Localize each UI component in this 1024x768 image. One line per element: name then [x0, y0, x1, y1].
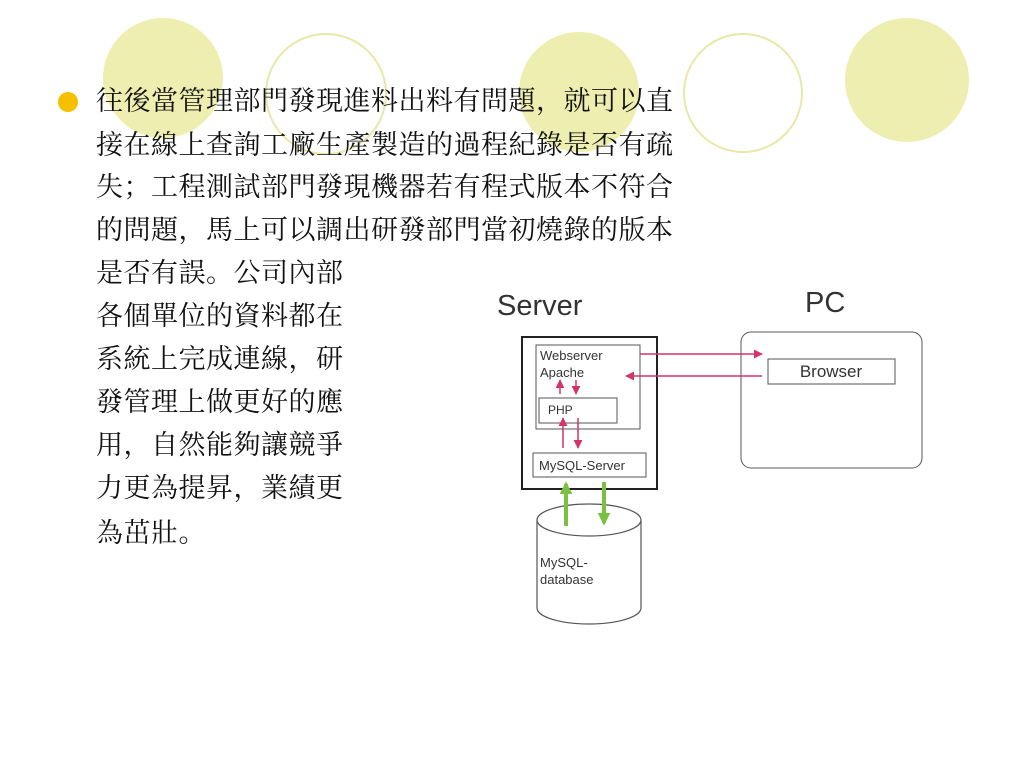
webserver-label: Webserver — [540, 348, 603, 363]
paragraph-line: 用，自然能夠讓競爭 — [96, 430, 344, 461]
paragraph-line: 的問題，馬上可以調出研發部門當初燒錄的版本 — [96, 215, 674, 246]
decorative-circle-4 — [683, 33, 803, 153]
paragraph-line: 各個單位的資料都在 — [96, 301, 344, 332]
paragraph-line: 接在線上查詢工廠生產製造的過程紀錄是否有疏 — [96, 130, 674, 161]
paragraph-line: 為茁壯。 — [96, 518, 206, 549]
paragraph-line: 是否有誤。公司內部 — [96, 258, 344, 289]
paragraph-line: 往後當管理部門發現進料出料有問題，就可以直 — [96, 86, 674, 117]
mysql-server-label: MySQL-Server — [539, 458, 625, 473]
architecture-diagram — [480, 270, 940, 630]
apache-label: Apache — [540, 365, 585, 380]
paragraph-line: 失；工程測試部門發現機器若有程式版本不符合 — [96, 172, 674, 203]
pc-box — [741, 332, 922, 468]
pc-title: PC — [805, 287, 846, 319]
database-cylinder-top — [537, 504, 641, 536]
bullet-icon — [58, 92, 78, 112]
decorative-circle-1 — [103, 18, 223, 138]
paragraph-line: 力更為提昇，業績更 — [96, 473, 344, 504]
browser-label: Browser — [799, 362, 863, 381]
database-label-1: MySQL- — [540, 555, 588, 570]
php-label: PHP — [548, 403, 573, 417]
paragraph-line: 發管理上做更好的應 — [96, 387, 344, 418]
decorative-circle-5 — [845, 18, 969, 142]
database-label-2: database — [540, 572, 594, 587]
server-title: Server — [497, 290, 583, 322]
paragraph-line: 系統上完成連線，研 — [96, 344, 344, 375]
